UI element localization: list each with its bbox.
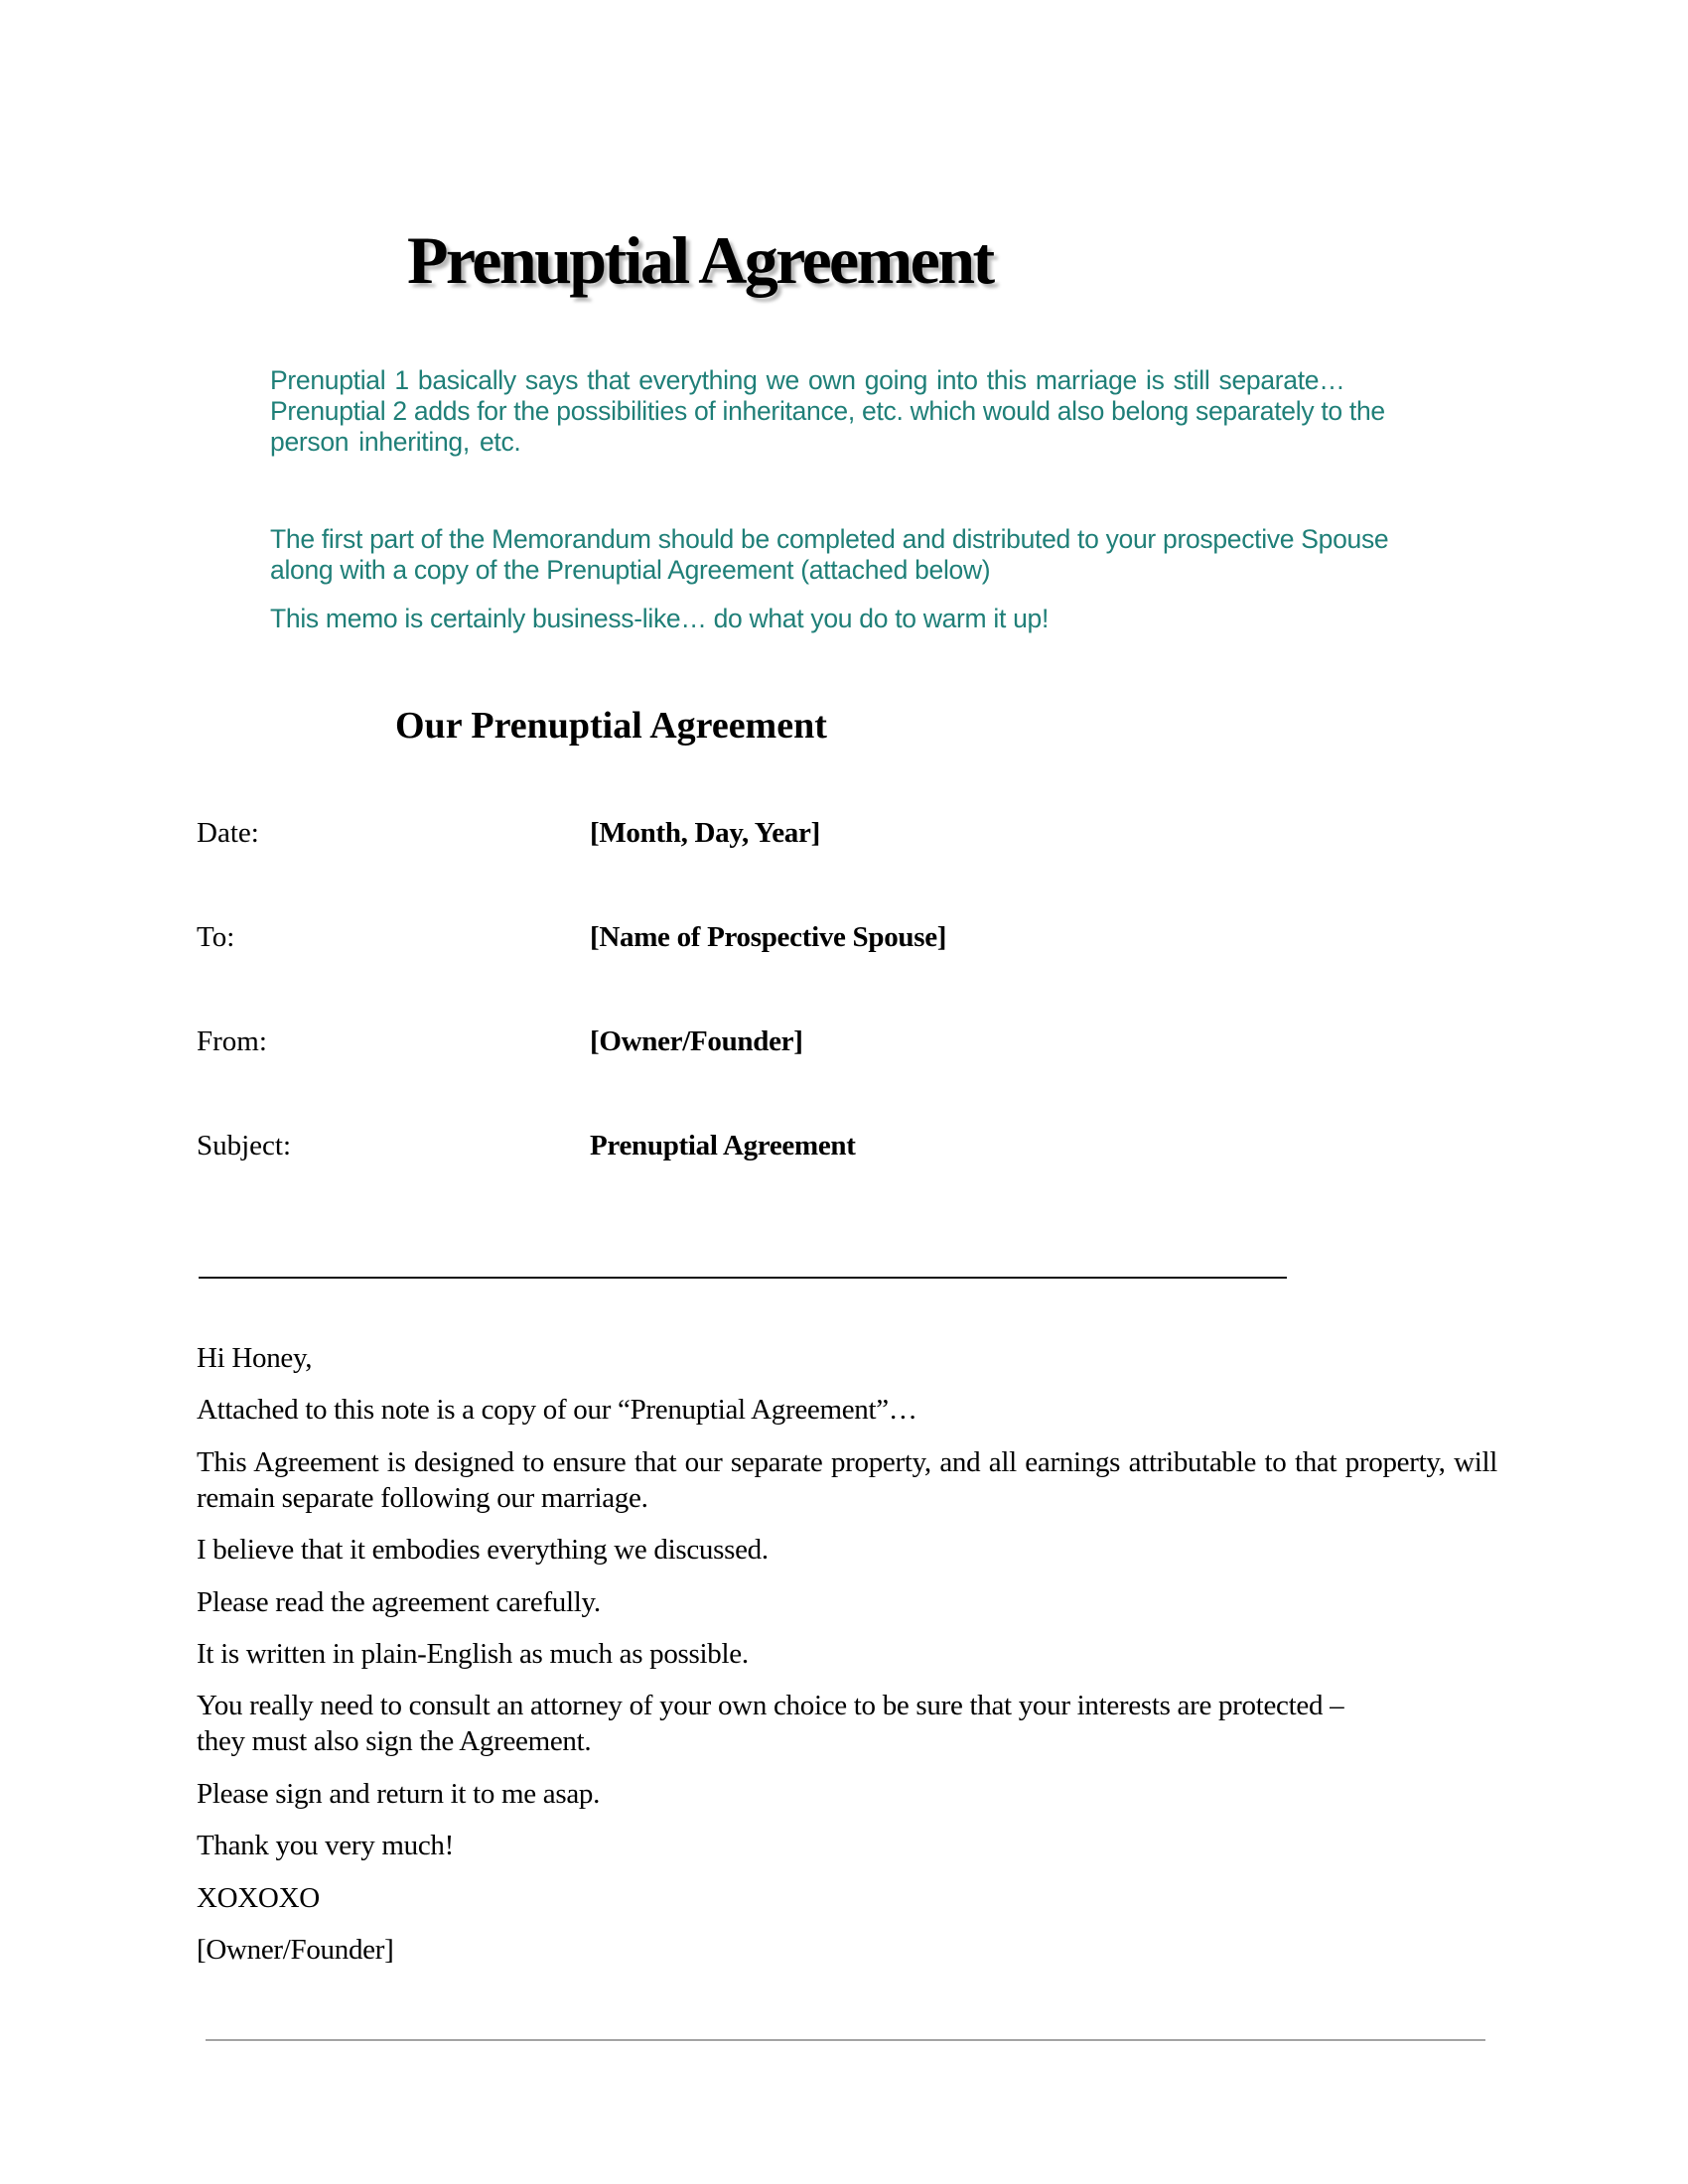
memo-value-subject: Prenuptial Agreement bbox=[590, 1130, 856, 1161]
memo-heading: Our Prenuptial Agreement bbox=[395, 705, 827, 747]
memo-label-from: From: bbox=[197, 1025, 267, 1057]
letter-line: I believe that it embodies everything we discussed. bbox=[197, 1534, 769, 1566]
letter-closing: XOXOXO bbox=[197, 1882, 320, 1914]
memo-label-date: Date: bbox=[197, 817, 259, 849]
memo-value-to: [Name of Prospective Spouse] bbox=[590, 921, 947, 953]
note-line: Prenuptial 1 basically says that everything we own going into this marriage is still separate… bbox=[270, 365, 1345, 395]
letter-line: Please sign and return it to me asap. bbox=[197, 1778, 601, 1810]
letter-line: You really need to consult an attorney of your own choice to be sure that your interests are protected – bbox=[197, 1690, 1344, 1721]
letter-line: Thank you very much! bbox=[197, 1830, 454, 1861]
note-paragraph-2 bbox=[270, 524, 1388, 586]
letter-line: Attached to this note is a copy of our “Prenuptial Agreement”… bbox=[197, 1394, 917, 1426]
letter-line: It is written in plain-English as much as possible. bbox=[197, 1638, 749, 1670]
memo-value-date: [Month, Day, Year] bbox=[590, 817, 820, 849]
memo-label-to: To: bbox=[197, 921, 235, 953]
letter-line: they must also sign the Agreement. bbox=[197, 1725, 592, 1757]
note-line: person inheriting, etc. bbox=[270, 427, 521, 457]
memo-value-from: [Owner/Founder] bbox=[590, 1025, 803, 1057]
note-paragraph-3: This memo is certainly business-like… do what you do to warm it up! bbox=[270, 604, 1050, 633]
memo-separator-rule bbox=[199, 1277, 1287, 1279]
footer-rule bbox=[206, 2039, 1485, 2041]
letter-greeting: Hi Honey, bbox=[197, 1342, 313, 1374]
letter-line: Please read the agreement carefully. bbox=[197, 1586, 601, 1618]
document-title: Prenuptial Agreement bbox=[407, 222, 993, 298]
letter-line: This Agreement is designed to ensure that our separate property, and all earnings attributable to that property, will remain separate following our marriage. bbox=[197, 1446, 1497, 1514]
note-line: along with a copy of the Prenuptial Agreement (attached below) bbox=[270, 555, 991, 585]
note-line: Prenuptial 2 adds for the possibilities of inheritance, etc. which would also belong separately to the bbox=[270, 396, 1385, 426]
note-paragraph-1 bbox=[270, 365, 1385, 458]
memo-label-subject: Subject: bbox=[197, 1130, 292, 1161]
note-line: The first part of the Memorandum should be completed and distributed to your prospective Spouse bbox=[270, 524, 1389, 554]
letter-signature: [Owner/Founder] bbox=[197, 1934, 394, 1966]
